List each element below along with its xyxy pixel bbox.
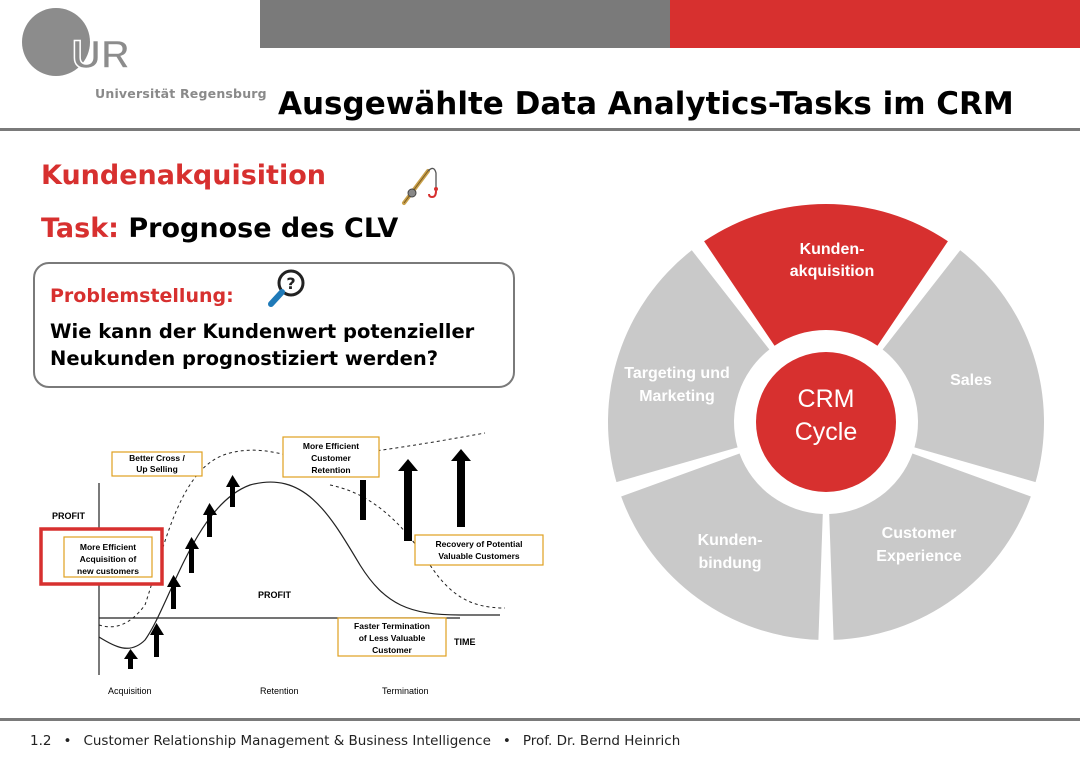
svg-text:More Efficient: More Efficient (79, 542, 137, 552)
magnifier-question-icon (266, 268, 308, 310)
svg-text:Faster Termination: Faster Termination (354, 621, 430, 631)
y-axis-label: PROFIT (52, 511, 85, 521)
segment-acquisition-line-1: Kunden- (799, 241, 865, 258)
callout-recovery (415, 535, 543, 565)
x-axis-label: TIME (454, 637, 476, 647)
svg-text:Customer: Customer (372, 645, 412, 655)
crm-cycle-diagram (600, 196, 1052, 648)
phase-acquisition: Acquisition (108, 686, 152, 696)
svg-text:new customers: new customers (77, 566, 139, 576)
task-text: Prognose des CLV (128, 213, 399, 244)
segment-sales-label: Sales (950, 372, 992, 389)
arrow-9 (451, 449, 471, 527)
callout-retention (283, 437, 379, 477)
problem-line-2: Neukunden prognostiziert werden? (50, 347, 439, 370)
footer-course: Customer Relationship Management & Business Intelligence (83, 733, 491, 749)
footer-page-number: 1.2 (30, 733, 52, 749)
arrow-5 (203, 503, 217, 537)
svg-text:Recovery of Potential: Recovery of Potential (435, 539, 523, 549)
footer-divider (0, 718, 1080, 721)
segment-targeting-line-2: Marketing (639, 388, 715, 405)
cycle-center-line-1: CRM (797, 385, 855, 413)
footer: 1.2 • Customer Relationship Management & Business Intelligence • Prof. Dr. Bernd Heinrich (30, 733, 681, 749)
svg-text:?: ? (286, 274, 296, 293)
header-divider (0, 128, 1080, 131)
segment-experience-line-2: Experience (876, 548, 962, 565)
problem-label: Problemstellung: (50, 285, 234, 307)
callout-cross-selling (112, 452, 202, 476)
segment-acquisition-line-2: akquisition (789, 263, 875, 280)
segment-targeting-line-1: Targeting und (624, 365, 730, 382)
arrow-8 (398, 459, 418, 541)
phase-termination: Termination (382, 686, 429, 696)
fishing-rod-icon (398, 163, 444, 209)
segment-experience-line-1: Customer (881, 525, 957, 542)
svg-text:Customer: Customer (311, 453, 351, 463)
university-name: Universität Regensburg (95, 86, 267, 101)
task-line (41, 213, 398, 244)
svg-text:of Less Valuable: of Less Valuable (358, 633, 426, 643)
phase-retention: Retention (260, 686, 299, 696)
task-label: Task: (41, 213, 119, 244)
segment-retention-line-1: Kunden- (697, 532, 763, 549)
arrow-1 (124, 649, 138, 669)
header-bar-gray (260, 0, 670, 48)
header-bar-red (670, 0, 1080, 48)
svg-text:Up Selling: Up Selling (136, 464, 178, 474)
footer-author: Prof. Dr. Bernd Heinrich (522, 733, 681, 749)
svg-text:Retention: Retention (311, 465, 351, 475)
callout-acquisition (41, 529, 162, 584)
svg-text:Valuable Customers: Valuable Customers (438, 551, 520, 561)
svg-text:Better Cross /: Better Cross / (129, 453, 185, 463)
callout-termination (338, 618, 446, 656)
cycle-center-line-2: Cycle (794, 418, 858, 446)
svg-text:More Efficient: More Efficient (302, 441, 360, 451)
arrow-7 (360, 480, 366, 520)
segment-retention-line-2: bindung (698, 555, 762, 572)
clv-chart (30, 425, 550, 705)
curve-label: PROFIT (258, 590, 291, 600)
slide-title: Ausgewählte Data Analytics-Tasks im CRM (278, 86, 1014, 122)
logo-letters: UR (72, 33, 130, 77)
svg-text:Acquisition of: Acquisition of (79, 554, 137, 564)
problem-line-1: Wie kann der Kundenwert potenzieller (50, 320, 475, 343)
problem-text (50, 318, 510, 372)
section-title: Kundenakquisition (41, 160, 326, 191)
